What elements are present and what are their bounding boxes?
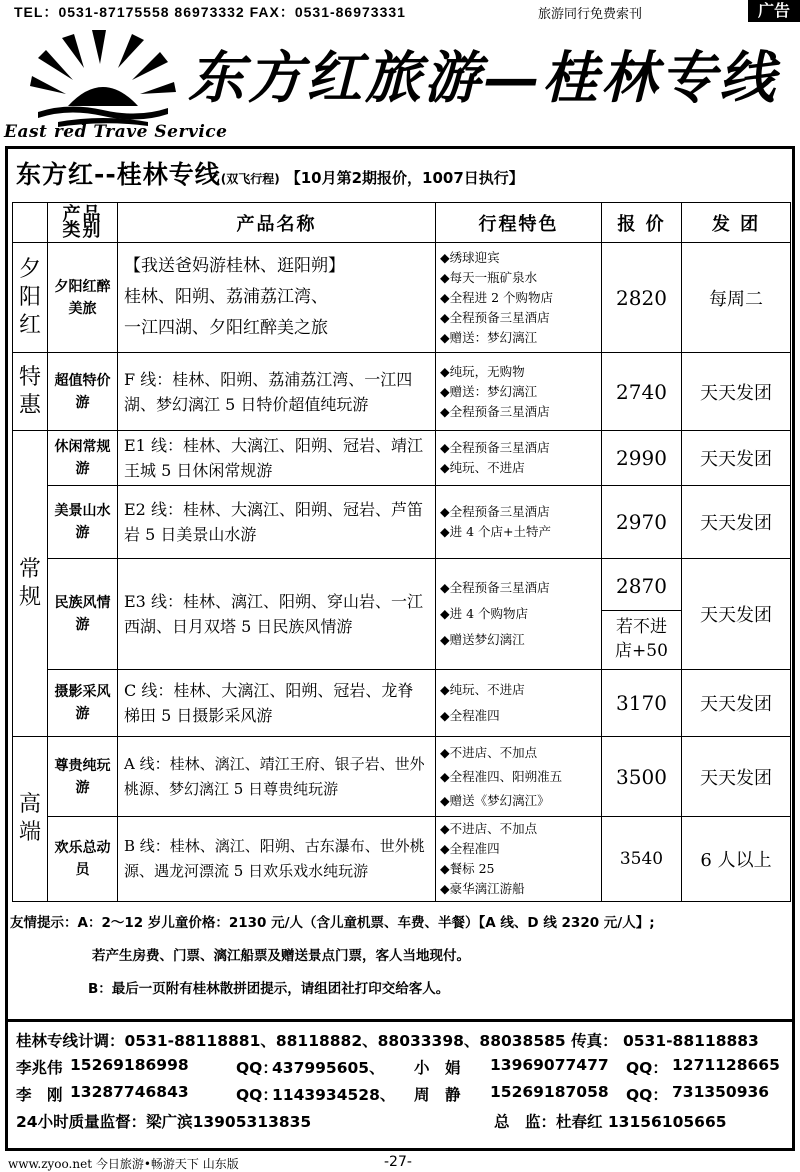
category-xiyang xyxy=(13,243,48,353)
departure: 天天发团 xyxy=(682,431,791,486)
contact-phone: 13287746843 xyxy=(70,1083,189,1101)
feature-item: ◆赠送：梦幻漓江 xyxy=(440,383,538,399)
contact-qq: 437995605、 xyxy=(272,1059,385,1077)
price: 2990 xyxy=(602,431,682,486)
tip-line: 若产生房费、门票、漓江船票及赠送景点门票，客人当地现付。 xyxy=(92,948,470,964)
brand-english-name: East red Trave Service xyxy=(4,122,228,142)
feature-item: ◆全程预备三星酒店 xyxy=(440,309,550,325)
feature-item: ◆纯玩，无购物 xyxy=(440,363,525,379)
departure: 天天发团 xyxy=(682,737,791,817)
price: 2740 xyxy=(602,353,682,431)
contact-phone: 15269187058 xyxy=(490,1083,609,1101)
header-price: 报 价 xyxy=(602,203,682,243)
table-row xyxy=(13,431,791,486)
contact-name: 李 刚 xyxy=(16,1086,63,1104)
category-label: 高端 xyxy=(19,792,42,845)
features xyxy=(436,670,602,737)
price-alt: 若不进店+50 xyxy=(615,617,668,661)
table-row xyxy=(13,737,791,817)
divider xyxy=(8,1019,792,1022)
tip-line: 友情提示：A：2～12 岁儿童价格：2130 元/人（含儿童机票、车费、半餐）【A 线、D 线 2320 元/人】; xyxy=(10,915,655,931)
table-header-row xyxy=(13,203,791,243)
qq-label: QQ： xyxy=(236,1059,278,1077)
category-changgui xyxy=(13,431,48,737)
departure: 每周二 xyxy=(682,243,791,353)
sun-logo-icon xyxy=(28,28,178,128)
price: 2820 xyxy=(602,243,682,353)
departure: 天天发团 xyxy=(682,486,791,559)
features xyxy=(436,559,602,670)
contact-name: 小 娟 xyxy=(414,1059,461,1077)
magazine-subtitle: 旅游同行免费索刊 xyxy=(538,7,643,22)
feature-item: ◆赠送：梦幻漓江 xyxy=(440,329,538,345)
feature-item: ◆全程进 2 个购物店 xyxy=(440,289,554,305)
sub-type: 休闲常规游 xyxy=(48,431,118,486)
product-name: E3 线：桂林、漓江、阳朔、穿山岩、一江西湖、日月双塔 5 日民族风情游 xyxy=(118,559,436,670)
feature-item: ◆每天一瓶矿泉水 xyxy=(440,269,538,285)
feature-item: ◆餐标 25 xyxy=(440,861,495,876)
price-cell xyxy=(602,559,682,670)
section-heading xyxy=(16,155,524,191)
product-name: A 线：桂林、漓江、靖江王府、银子岩、世外桃源、梦幻漓江 5 日尊贵纯玩游 xyxy=(118,737,436,817)
category-label: 夕阳红 xyxy=(19,256,42,338)
sub-type: 美景山水游 xyxy=(48,486,118,559)
contact-qq: 1271128665 xyxy=(672,1056,780,1074)
heading-small: (双飞行程) xyxy=(220,172,280,186)
contact-qq: 731350936 xyxy=(672,1083,770,1101)
category-tehui xyxy=(13,353,48,431)
product-name: E2 线：桂林、大漓江、阳朔、冠岩、芦笛岩 5 日美景山水游 xyxy=(118,486,436,559)
footer-site: www.zyoo.net 今日旅游•畅游天下 山东版 xyxy=(8,1157,239,1171)
contact-qq: 1143934528、 xyxy=(272,1086,396,1104)
contact-phone: 15269186998 xyxy=(70,1056,189,1074)
brand-title: 东方红旅游—桂林专线 xyxy=(188,45,778,111)
feature-item: ◆全程准四 xyxy=(440,841,500,856)
departure: 天天发团 xyxy=(682,559,791,670)
category-label: 特惠 xyxy=(19,364,42,418)
hotline: 桂林专线计调：0531-88118881、88118882、88033398、88038585 传真： 0531-88118883 xyxy=(16,1032,759,1050)
director: 总 监：杜春红 13156105665 xyxy=(494,1113,727,1131)
contact-phone: 13969077477 xyxy=(490,1056,609,1074)
main-content xyxy=(5,146,795,1151)
product-name xyxy=(118,243,436,353)
feature-item: ◆全程预备三星酒店 xyxy=(440,504,550,519)
category-gaoduan xyxy=(13,737,48,902)
product-name: F 线：桂林、阳朔、荔浦荔江湾、一江四湖、梦幻漓江 5 日特价超值纯玩游 xyxy=(118,353,436,431)
contact-name: 周 静 xyxy=(414,1086,461,1104)
category-label: 常规 xyxy=(19,556,42,610)
sub-type: 欢乐总动员 xyxy=(48,817,118,902)
features xyxy=(436,243,602,353)
feature-item: ◆全程准四 xyxy=(440,708,500,723)
features xyxy=(436,353,602,431)
feature-item: ◆全程预备三星酒店 xyxy=(440,440,550,455)
table-row xyxy=(13,353,791,431)
contact-row xyxy=(16,1081,786,1108)
features xyxy=(436,817,602,902)
features xyxy=(436,737,602,817)
feature-item: ◆全程预备三星酒店 xyxy=(440,580,550,595)
top-strip xyxy=(0,0,800,22)
features xyxy=(436,431,602,486)
departure: 天天发团 xyxy=(682,670,791,737)
product-name-line: 桂林、阳朔、荔浦荔江湾、 xyxy=(124,287,328,307)
feature-item: ◆豪华漓江游船 xyxy=(440,881,525,896)
hotline-row xyxy=(16,1027,786,1054)
sub-type: 摄影采风游 xyxy=(48,670,118,737)
feature-item: ◆绣球迎宾 xyxy=(440,249,500,265)
feature-item: ◆进 4 个店+土特产 xyxy=(440,524,551,539)
header-type: 产品类别 xyxy=(48,203,118,243)
page-number: -27- xyxy=(384,1154,412,1170)
tip-line: B：最后一页附有桂林散拼团提示，请组团社打印交给客人。 xyxy=(88,981,450,997)
table-row xyxy=(13,817,791,902)
feature-item: ◆不进店、不加点 xyxy=(440,744,538,760)
qq-label: QQ： xyxy=(626,1059,668,1077)
tour-price-table xyxy=(12,202,791,902)
header-features: 行程特色 xyxy=(436,203,602,243)
sub-type: 民族风情游 xyxy=(48,559,118,670)
sub-type: 夕阳红醉美旅 xyxy=(48,243,118,353)
feature-item: ◆全程预备三星酒店 xyxy=(440,403,550,419)
sub-type: 尊贵纯玩游 xyxy=(48,737,118,817)
friendly-tips xyxy=(10,907,790,1006)
features xyxy=(436,486,602,559)
brand-header xyxy=(0,22,800,146)
departure: 6 人以上 xyxy=(682,817,791,902)
table-row xyxy=(13,243,791,353)
feature-item: ◆赠送《梦幻漓江》 xyxy=(440,792,550,808)
feature-item: ◆不进店、不加点 xyxy=(440,821,538,836)
feature-item: ◆纯玩、不进店 xyxy=(440,682,525,697)
product-name-line: 【我送爸妈游桂林、逛阳朔】 xyxy=(124,256,345,276)
contact-block xyxy=(16,1027,786,1135)
tel-fax-line: TEL：0531-87175558 86973332 FAX：0531-86973331 xyxy=(14,4,406,20)
product-name: E1 线：桂林、大漓江、阳朔、冠岩、靖江王城 5 日休闲常规游 xyxy=(118,431,436,486)
quality-supervisor: 24小时质量监督：梁广滨13905313835 xyxy=(16,1113,312,1131)
qq-label: QQ： xyxy=(236,1086,278,1104)
supervisor-row xyxy=(16,1108,786,1135)
sub-type: 超值特价游 xyxy=(48,353,118,431)
contact-row xyxy=(16,1054,786,1081)
table-row xyxy=(13,486,791,559)
price: 3500 xyxy=(602,737,682,817)
feature-item: ◆进 4 个购物店 xyxy=(440,606,529,621)
table-row xyxy=(13,670,791,737)
heading-main: 东方红--桂林专线 xyxy=(16,160,221,189)
header-departure: 发 团 xyxy=(682,203,791,243)
heading-note: 【10月第2期报价，1007日执行】 xyxy=(285,169,524,187)
table-row xyxy=(13,559,791,670)
product-name: C 线：桂林、大漓江、阳朔、冠岩、龙脊梯田 5 日摄影采风游 xyxy=(118,670,436,737)
product-name: B 线：桂林、漓江、阳朔、古东瀑布、世外桃源、遇龙河漂流 5 日欢乐戏水纯玩游 xyxy=(118,817,436,902)
page-footer xyxy=(0,1152,800,1172)
price: 2970 xyxy=(602,486,682,559)
departure: 天天发团 xyxy=(682,353,791,431)
feature-item: ◆纯玩、不进店 xyxy=(440,460,525,475)
price: 2870 xyxy=(602,561,681,611)
feature-item: ◆赠送梦幻漓江 xyxy=(440,632,525,647)
price: 3170 xyxy=(602,670,682,737)
contact-name: 李兆伟 xyxy=(16,1059,63,1077)
ad-badge: 广告 xyxy=(748,0,800,22)
price: 3540 xyxy=(602,817,682,902)
feature-item: ◆全程准四、阳朔准五 xyxy=(440,768,563,784)
qq-label: QQ： xyxy=(626,1086,668,1104)
header-name: 产品名称 xyxy=(118,203,436,243)
product-name-line: 一江四湖、夕阳红醉美之旅 xyxy=(124,318,328,338)
